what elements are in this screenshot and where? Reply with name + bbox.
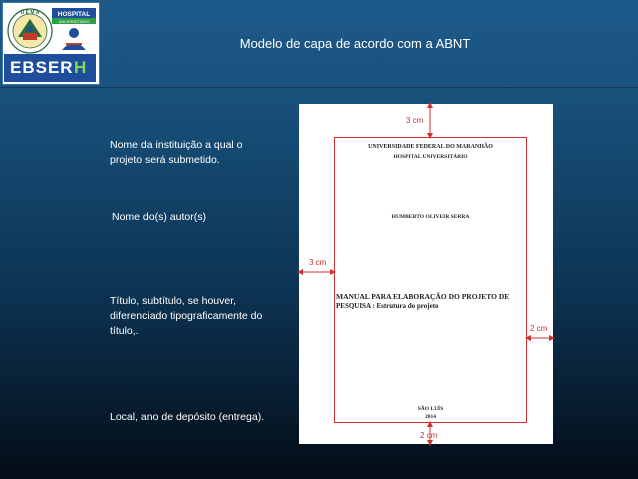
svg-text:HOSPITAL: HOSPITAL [57, 11, 91, 18]
left-margin-label: 3 cm [309, 258, 327, 267]
top-margin-label: 3 cm [406, 116, 424, 125]
svg-text:UNIVERSITÁRIO: UNIVERSITÁRIO [58, 19, 90, 24]
doc-institution-line1: UNIVERSIDADE FEDERAL DO MARANHÃO [368, 144, 493, 150]
doc-city: SÃO LUÍS [417, 406, 444, 412]
right-margin-label: 2 cm [530, 324, 548, 333]
doc-title: MANUAL PARA ELABORAÇÃO DO PROJETO DE [336, 292, 510, 301]
doc-subtitle: PESQUISA : Estrutura do projeto [336, 302, 439, 310]
svg-text:U E M A: U E M A [20, 10, 40, 16]
doc-year: 2014 [425, 414, 436, 420]
annotation-location: Local, ano de depósito (entrega). [110, 411, 265, 423]
doc-author: HUMBERTO OLIVEIR SERRA [391, 214, 470, 220]
doc-institution-line2: HOSPITAL UNIVERSITÁRIO [393, 154, 468, 160]
ebserh-logo: EBSER H [4, 54, 96, 82]
annotation-institution: Nome da instituição a qual o projeto será submetido. [110, 139, 243, 166]
annotation-title: Título, subtítulo, se houver, diferenciado tipograficamente do título,. [110, 295, 263, 337]
annotation-author: Nome do(s) autor(s) [112, 211, 206, 223]
bottom-margin-label: 2 cm [420, 431, 438, 440]
page-title: Modelo de capa de acordo com a ABNT [239, 36, 471, 51]
